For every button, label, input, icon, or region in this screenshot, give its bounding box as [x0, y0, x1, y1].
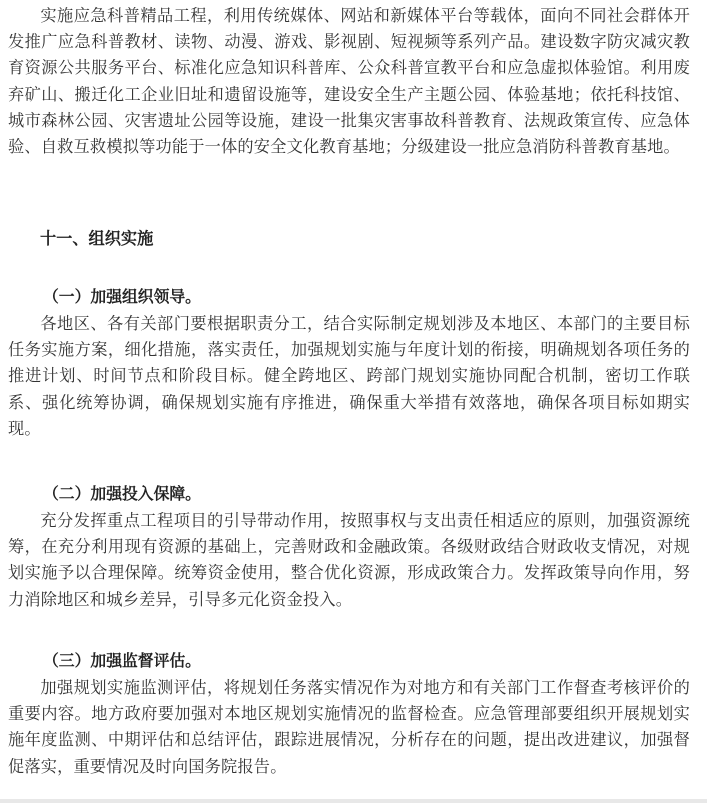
- subsection-heading-3: （三）加强监督评估。: [43, 651, 201, 670]
- subsection-body-3: 加强规划实施监测评估，将规划任务落实情况作为对地方和有关部门工作督查考核评价的重要内容。地方政府要加强对本地区规划实施情况的监督检查。应急管理部要组织开展规划实施年度监测、中期评估和总结评估，跟踪进展情况，分析存在的问题，提出改进建议，加强督促落实，重要情况及时向国务院报告。: [8, 678, 690, 776]
- intro-paragraph: 实施应急科普精品工程，利用传统媒体、网站和新媒体平台等载体，面向不同社会群体开发推广应急科普教材、读物、动漫、游戏、影视剧、短视频等系列产品。建设数字防灾减灾教育资源公共服务平台、标准化应急知识科普库、公众科普宣教平台和应急虚拟体验馆。利用废弃矿山、搬迁化工企业旧址和遗留设施等，建设安全生产主题公园、体验基地；依托科技馆、城市森林公园、灾害遗址公园等设施，建设一批集灾害事故科普教育、法规政策宣传、应急体验、自救互救模拟等功能于一体的安全文化教育基地；分级建设一批应急消防科普教育基地。: [8, 6, 690, 157]
- subsection-heading-2: （二）加强投入保障。: [43, 484, 201, 503]
- section-heading: 十一、组织实施: [40, 229, 154, 248]
- subsection-body-2: 充分发挥重点工程项目的引导带动作用，按照事权与支出责任相适应的原则，加强资源统筹，在充分利用现有资源的基础上，完善财政和金融政策。各级财政结合财政收支情况，对规划实施予以合理保障。统筹资金使用，整合优化资源，形成政策合力。发挥政策导向作用，努力消除地区和城乡差异，引导多元化资金投入。: [8, 511, 690, 609]
- subsection-body-1: 各地区、各有关部门要根据职责分工，结合实际制定规划涉及本地区、本部门的主要目标任务实施方案，细化措施，落实责任，加强规划实施与年度计划的衔接，明确规划各项任务的推进计划、时间节点和阶段目标。健全跨地区、跨部门规划实施协同配合机制，密切工作联系、强化统筹协调，确保规划实施有序推进，确保重大举措有效落地，确保各项目标如期实现。: [8, 314, 690, 438]
- subsection-heading-1: （一）加强组织领导。: [43, 287, 201, 306]
- page-bottom-divider: [0, 799, 707, 803]
